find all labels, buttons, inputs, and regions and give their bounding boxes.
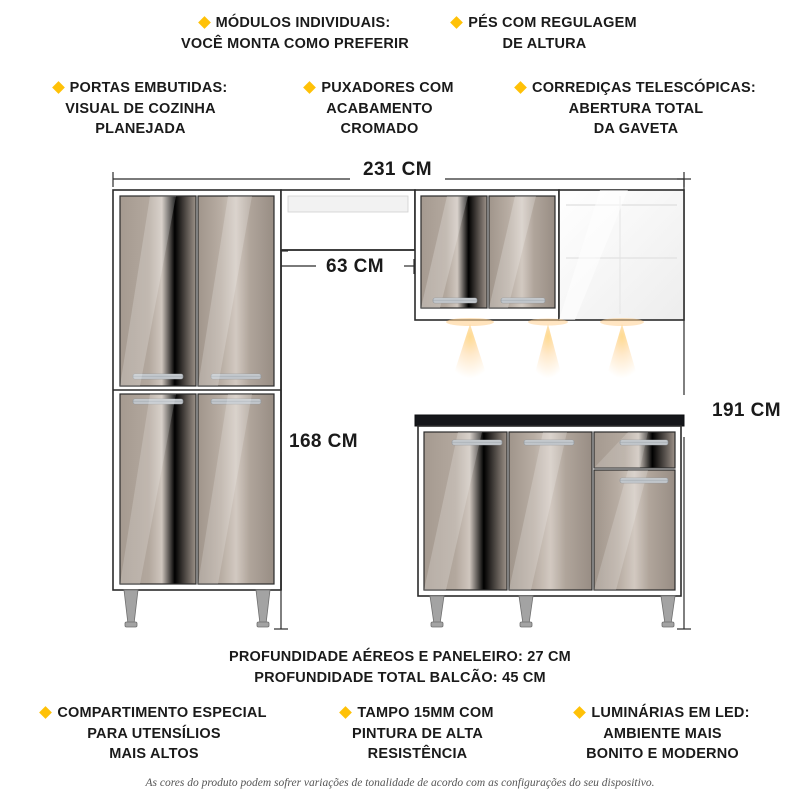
feature-luminarias-led — [545, 703, 780, 765]
feature-line: COMPARTIMENTO ESPECIAL — [57, 705, 267, 721]
feature-line: MÓDULOS INDIVIDUAIS: — [215, 15, 391, 31]
feature-line: LUMINÁRIAS EM LED: — [591, 705, 750, 721]
color-disclaimer: As cores do produto podem sofrer variações de tonalidade de acordo com as configurações do seu dispositivo. — [145, 777, 655, 789]
feature-compartimento-especial — [24, 703, 284, 765]
feature-line: CORREDIÇAS TELESCÓPICAS: — [532, 80, 756, 96]
feature-line: BONITO E MODERNO — [586, 746, 739, 763]
dimension-height-total: 191 CM — [706, 400, 787, 422]
feature-line: CROMADO — [340, 121, 419, 138]
led-glow-group — [446, 318, 644, 392]
diamond-bullet-icon — [339, 706, 352, 719]
dimension-width-total: 231 CM — [357, 159, 438, 181]
diamond-bullet-icon — [573, 706, 586, 719]
feature-line: ABERTURA TOTAL — [568, 100, 704, 117]
diamond-bullet-icon — [198, 16, 211, 29]
feature-line: MAIS ALTOS — [109, 746, 199, 763]
feature-portas-embutidas — [28, 78, 253, 140]
diamond-bullet-icon — [450, 16, 463, 29]
diamond-bullet-icon — [39, 706, 52, 719]
feature-line: TAMPO 15MM COM — [357, 705, 494, 721]
feature-line: ACABAMENTO — [326, 100, 433, 117]
feature-corredicas-telescopicas — [500, 78, 772, 140]
diamond-bullet-icon — [514, 81, 527, 94]
feature-line: PÉS COM REGULAGEM — [468, 15, 637, 31]
feature-line: DE ALTURA — [502, 35, 587, 52]
dimension-height-upper: 63 CM — [320, 256, 390, 278]
depth-note-aereos: PROFUNDIDADE AÉREOS E PANELEIRO: 27 CM — [229, 649, 571, 665]
feature-line: DA GAVETA — [593, 121, 679, 138]
dimension-height-paneleiro: 168 CM — [283, 431, 364, 453]
diamond-bullet-icon — [52, 81, 65, 94]
feature-line: RESISTÊNCIA — [367, 746, 468, 763]
feature-line: PLANEJADA — [95, 121, 186, 138]
feature-line: PORTAS EMBUTIDAS: — [69, 80, 228, 96]
feature-line: PARA UTENSÍLIOS — [87, 725, 221, 742]
diamond-bullet-icon — [303, 81, 316, 94]
feature-line: AMBIENTE MAIS — [603, 725, 722, 742]
feature-line: PINTURA DE ALTA — [351, 725, 484, 742]
feature-modulos-individuais — [165, 13, 425, 54]
feature-tampo-15mm — [310, 703, 525, 765]
feature-line: VISUAL DE COZINHA — [65, 100, 216, 117]
feature-puxadores-cromado — [277, 78, 482, 140]
feature-line: PUXADORES COM — [321, 80, 454, 96]
feature-line: VOCÊ MONTA COMO PREFERIR — [181, 35, 409, 52]
depth-note-balcao: PROFUNDIDADE TOTAL BALCÃO: 45 CM — [254, 670, 546, 686]
feature-pes-com-regulagem — [437, 13, 652, 54]
